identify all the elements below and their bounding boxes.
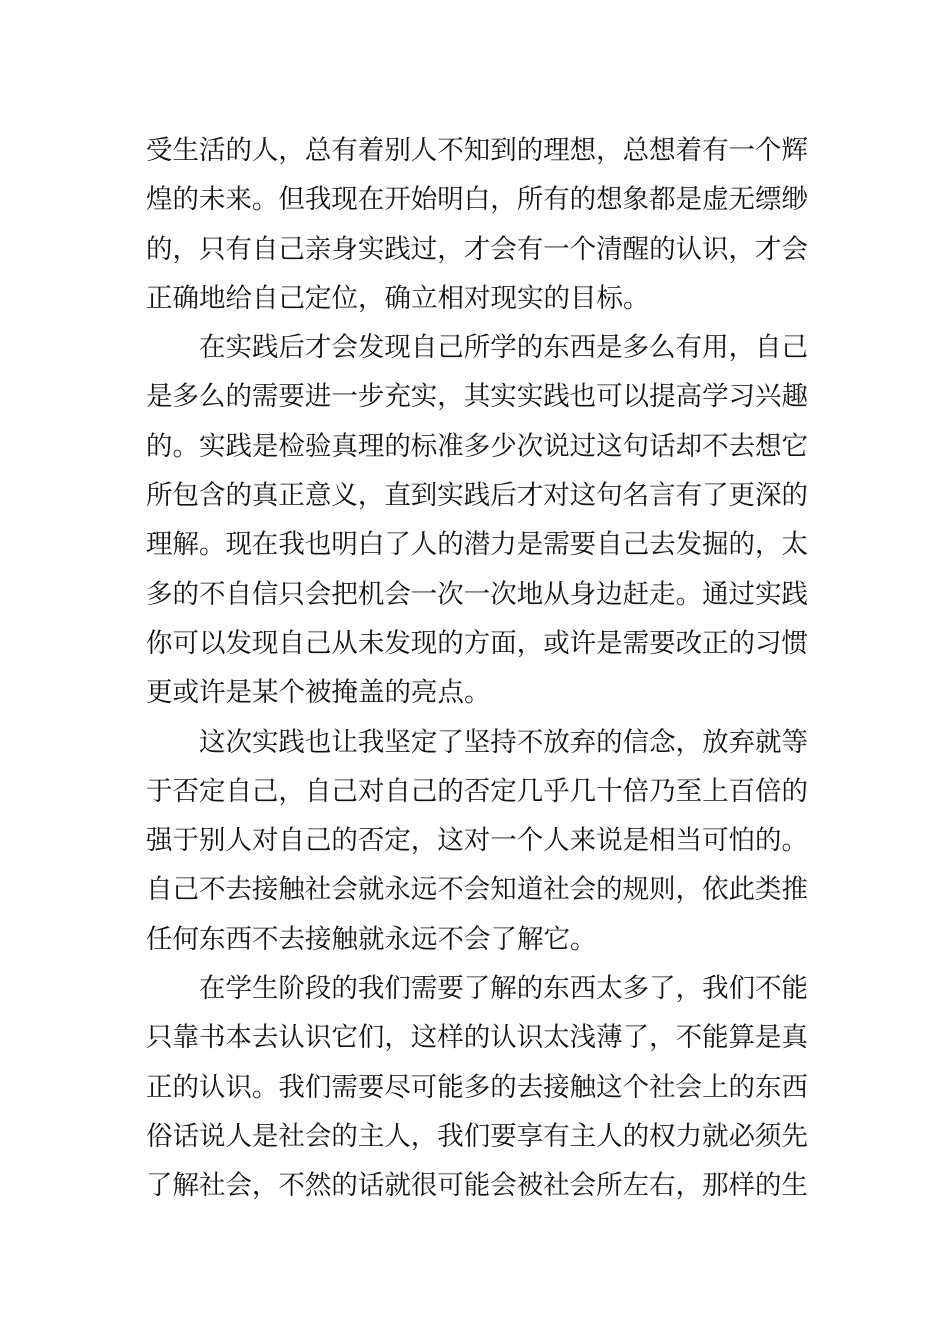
text-line: 自己不去接触社会就永远不会知道社会的规则，依此类推 <box>146 874 808 906</box>
text-line: 的。实践是检验真理的标准多少次说过这句话却不去想它 <box>146 430 808 462</box>
text-line: 任何东西不去接触就永远不会了解它。 <box>146 923 597 955</box>
text-line: 所包含的真正意义，直到实践后才对这句名言有了更深的 <box>146 480 808 512</box>
text-line: 更或许是某个被掩盖的亮点。 <box>146 677 491 709</box>
text-line: 的，只有自己亲身实践过，才会有一个清醒的认识，才会 <box>146 233 808 265</box>
text-line: 多的不自信只会把机会一次一次地从身边赶走。通过实践 <box>146 578 808 610</box>
text-line: 了解社会，不然的话就很可能会被社会所左右，那样的生 <box>146 1170 808 1202</box>
text-line: 于否定自己，自己对自己的否定几乎几十倍乃至上百倍的 <box>146 775 808 807</box>
text-line: 正的认识。我们需要尽可能多的去接触这个社会上的东西 <box>146 1071 808 1103</box>
text-line: 你可以发现自己从未发现的方面，或许是需要改正的习惯 <box>146 627 808 659</box>
text-line: 只靠书本去认识它们，这样的认识太浅薄了，不能算是真 <box>146 1022 808 1054</box>
text-line: 是多么的需要进一步充实，其实实践也可以提高学习兴趣 <box>146 381 808 413</box>
text-line: 煌的未来。但我现在开始明白，所有的想象都是虚无缥缈 <box>146 184 808 216</box>
text-line: 正确地给自己定位，确立相对现实的目标。 <box>146 282 650 314</box>
text-line: 在实践后才会发现自己所学的东西是多么有用，自己 <box>199 332 808 364</box>
text-line: 强于别人对自己的否定，这对一个人来说是相当可怕的。 <box>146 825 808 857</box>
text-line: 这次实践也让我坚定了坚持不放弃的信念，放弃就等 <box>199 726 808 758</box>
text-line: 俗话说人是社会的主人，我们要享有主人的权力就必须先 <box>146 1120 808 1152</box>
body-text <box>146 126 808 1211</box>
text-line: 受生活的人，总有着别人不知到的理想，总想着有一个辉 <box>146 135 808 166</box>
text-line: 在学生阶段的我们需要了解的东西太多了，我们不能 <box>199 973 808 1005</box>
text-line: 理解。现在我也明白了人的潜力是需要自己去发掘的，太 <box>146 529 808 561</box>
